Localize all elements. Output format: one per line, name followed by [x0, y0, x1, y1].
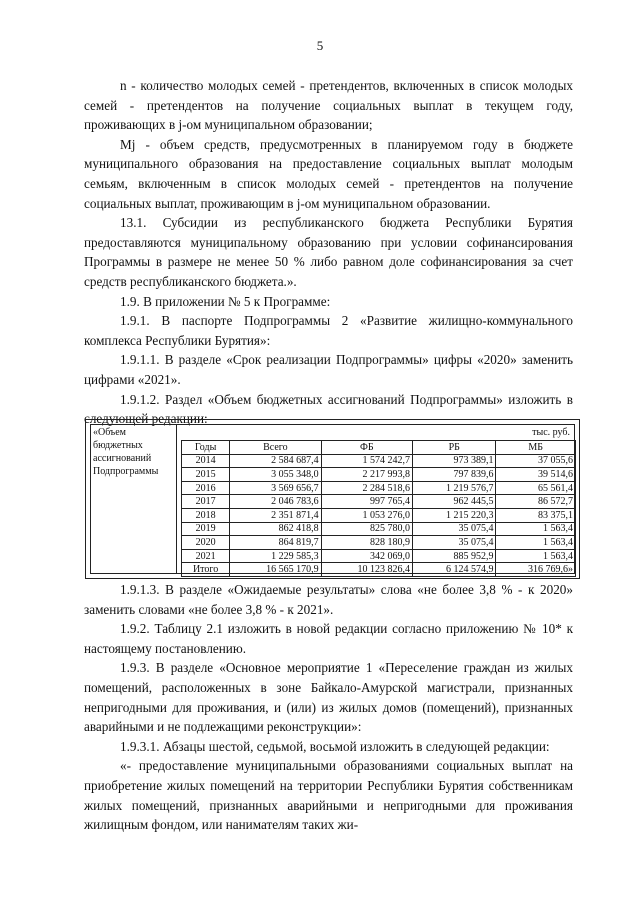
- year-cell: 2018: [182, 508, 230, 522]
- table-header-row: [182, 441, 576, 455]
- value-cell: 3 055 348,0: [230, 468, 321, 482]
- table-row: [182, 563, 576, 577]
- header-cell: Годы: [182, 441, 230, 455]
- paragraph: 1.9.1. В паспорте Подпрограммы 2 «Развитие жилищно-коммунального комплекса Республики Бурятия»:: [84, 313, 573, 348]
- paragraph: 1.9.1.2. Раздел «Объем бюджетных ассигнований Подпрограммы» изложить в следующей редакции:: [84, 391, 573, 427]
- value-cell: 825 780,0: [321, 522, 412, 536]
- paragraph: 1.9.2. Таблицу 2.1 изложить в новой редакции согласно приложению № 10* к настоящему постановлению.: [84, 621, 573, 656]
- budget-table-frame: [85, 419, 580, 579]
- paragraph: 1.9.3.1. Абзацы шестой, седьмой, восьмой изложить в следующей редакции:: [120, 738, 550, 754]
- year-cell: 2015: [182, 468, 230, 482]
- year-cell: Итого: [182, 563, 230, 577]
- value-cell: 828 180,9: [321, 536, 412, 550]
- year-cell: 2021: [182, 549, 230, 563]
- paragraph: 13.1. Субсидии из республиканского бюджета Республики Бурятия предоставляются муниципальному образованию при условии софинансирования Программы в размере не менее 50 % либо равном доле софинансирования за счет средств республиканского бюджета.».: [84, 215, 573, 289]
- value-cell: 39 514,6: [496, 468, 576, 482]
- table-row: [182, 468, 576, 482]
- year-cell: 2016: [182, 481, 230, 495]
- value-cell: 2 217 993,8: [321, 468, 412, 482]
- value-cell: 2 046 783,6: [230, 495, 321, 509]
- value-cell: 862 418,8: [230, 522, 321, 536]
- value-cell: 1 563,4: [496, 536, 576, 550]
- value-cell: 1 053 276,0: [321, 508, 412, 522]
- paragraph: 1.9.1.3. В разделе «Ожидаемые результаты» слова «не более 3,8 % - к 2020» заменить словами «не более 3,8 % - к 2021».: [84, 582, 573, 617]
- header-cell: РБ: [413, 441, 496, 455]
- left-label-line: ассигнований: [93, 453, 152, 464]
- value-cell: 1 563,4: [496, 522, 576, 536]
- paragraph: Mj - объем средств, предусмотренных в планируемом году в бюджете муниципального образования на предоставление социальных выплат молодым семьям, включенным в список молодых семей - претендентов на получение социальных выплат, проживающим в j-ом муниципальном образовании.: [84, 136, 573, 211]
- table-row: [182, 454, 576, 468]
- value-cell: 973 389,1: [413, 454, 496, 468]
- table-body: [182, 454, 576, 576]
- left-label-line: бюджетных: [93, 440, 143, 451]
- value-cell: 1 229 585,3: [230, 549, 321, 563]
- header-cell: МБ: [496, 441, 576, 455]
- paragraph: «- предоставление муниципальными образованиями социальных выплат на приобретение жилых помещений на территории Республики Бурятия собственникам жилых помещений, признанных аварийными и непригодными для проживания жилищным фондом, или нанимателям таких жи-: [84, 758, 573, 833]
- table-left-label: [91, 425, 177, 573]
- year-cell: 2017: [182, 495, 230, 509]
- value-cell: 342 069,0: [321, 549, 412, 563]
- table-row: [182, 536, 576, 550]
- value-cell: 2 284 518,6: [321, 481, 412, 495]
- value-cell: 885 952,9: [413, 549, 496, 563]
- table-row: [182, 522, 576, 536]
- body-text-bottom: [84, 580, 573, 835]
- header-cell: Всего: [230, 441, 321, 455]
- value-cell: 6 124 574,9: [413, 563, 496, 577]
- value-cell: 86 572,7: [496, 495, 576, 509]
- value-cell: 10 123 826,4: [321, 563, 412, 577]
- value-cell: 35 075,4: [413, 536, 496, 550]
- value-cell: 2 351 871,4: [230, 508, 321, 522]
- value-cell: 864 819,7: [230, 536, 321, 550]
- body-text-top: [84, 76, 573, 429]
- value-cell: 1 563,4: [496, 549, 576, 563]
- value-cell: 1 219 576,7: [413, 481, 496, 495]
- left-label-line: «Объем: [93, 427, 126, 438]
- value-cell: 16 565 170,9: [230, 563, 321, 577]
- value-cell: 316 769,6»: [496, 563, 576, 577]
- header-cell: ФБ: [321, 441, 412, 455]
- value-cell: 997 765,4: [321, 495, 412, 509]
- table-row: [182, 549, 576, 563]
- table-unit: тыс. руб.: [532, 427, 570, 438]
- paragraph: 1.9.1.1. В разделе «Срок реализации Подпрограммы» цифры «2020» заменить цифрами «2021».: [84, 352, 573, 387]
- table-row: [182, 481, 576, 495]
- paragraph: 1.9. В приложении № 5 к Программе:: [120, 293, 331, 309]
- value-cell: 2 584 687,4: [230, 454, 321, 468]
- value-cell: 83 375,1: [496, 508, 576, 522]
- value-cell: 3 569 656,7: [230, 481, 321, 495]
- year-cell: 2020: [182, 536, 230, 550]
- left-label-line: Подпрограммы: [93, 466, 159, 477]
- paragraph: 1.9.3. В разделе «Основное мероприятие 1 «Переселение граждан из жилых помещений, расположенных в зоне Байкало-Амурской магистрали, признанных непригодными для проживания, и (или) из жилых домов (помещений), признанных аварийными и не подлежащими реконструкции»:: [84, 660, 573, 735]
- value-cell: 797 839,6: [413, 468, 496, 482]
- value-cell: 35 075,4: [413, 522, 496, 536]
- value-cell: 65 561,4: [496, 481, 576, 495]
- table-row: [182, 508, 576, 522]
- value-cell: 37 055,6: [496, 454, 576, 468]
- year-cell: 2014: [182, 454, 230, 468]
- budget-table: [181, 440, 576, 577]
- page-number: 5: [316, 38, 324, 53]
- value-cell: 1 215 220,3: [413, 508, 496, 522]
- table-row: [182, 495, 576, 509]
- year-cell: 2019: [182, 522, 230, 536]
- value-cell: 1 574 242,7: [321, 454, 412, 468]
- budget-table-inner: [90, 424, 575, 574]
- value-cell: 962 445,5: [413, 495, 496, 509]
- paragraph: n - количество молодых семей - претендентов, включенных в список молодых семей - претендентов на получение социальных выплат в текущем году, проживающих в j-ом муниципальном образовании;: [84, 78, 573, 133]
